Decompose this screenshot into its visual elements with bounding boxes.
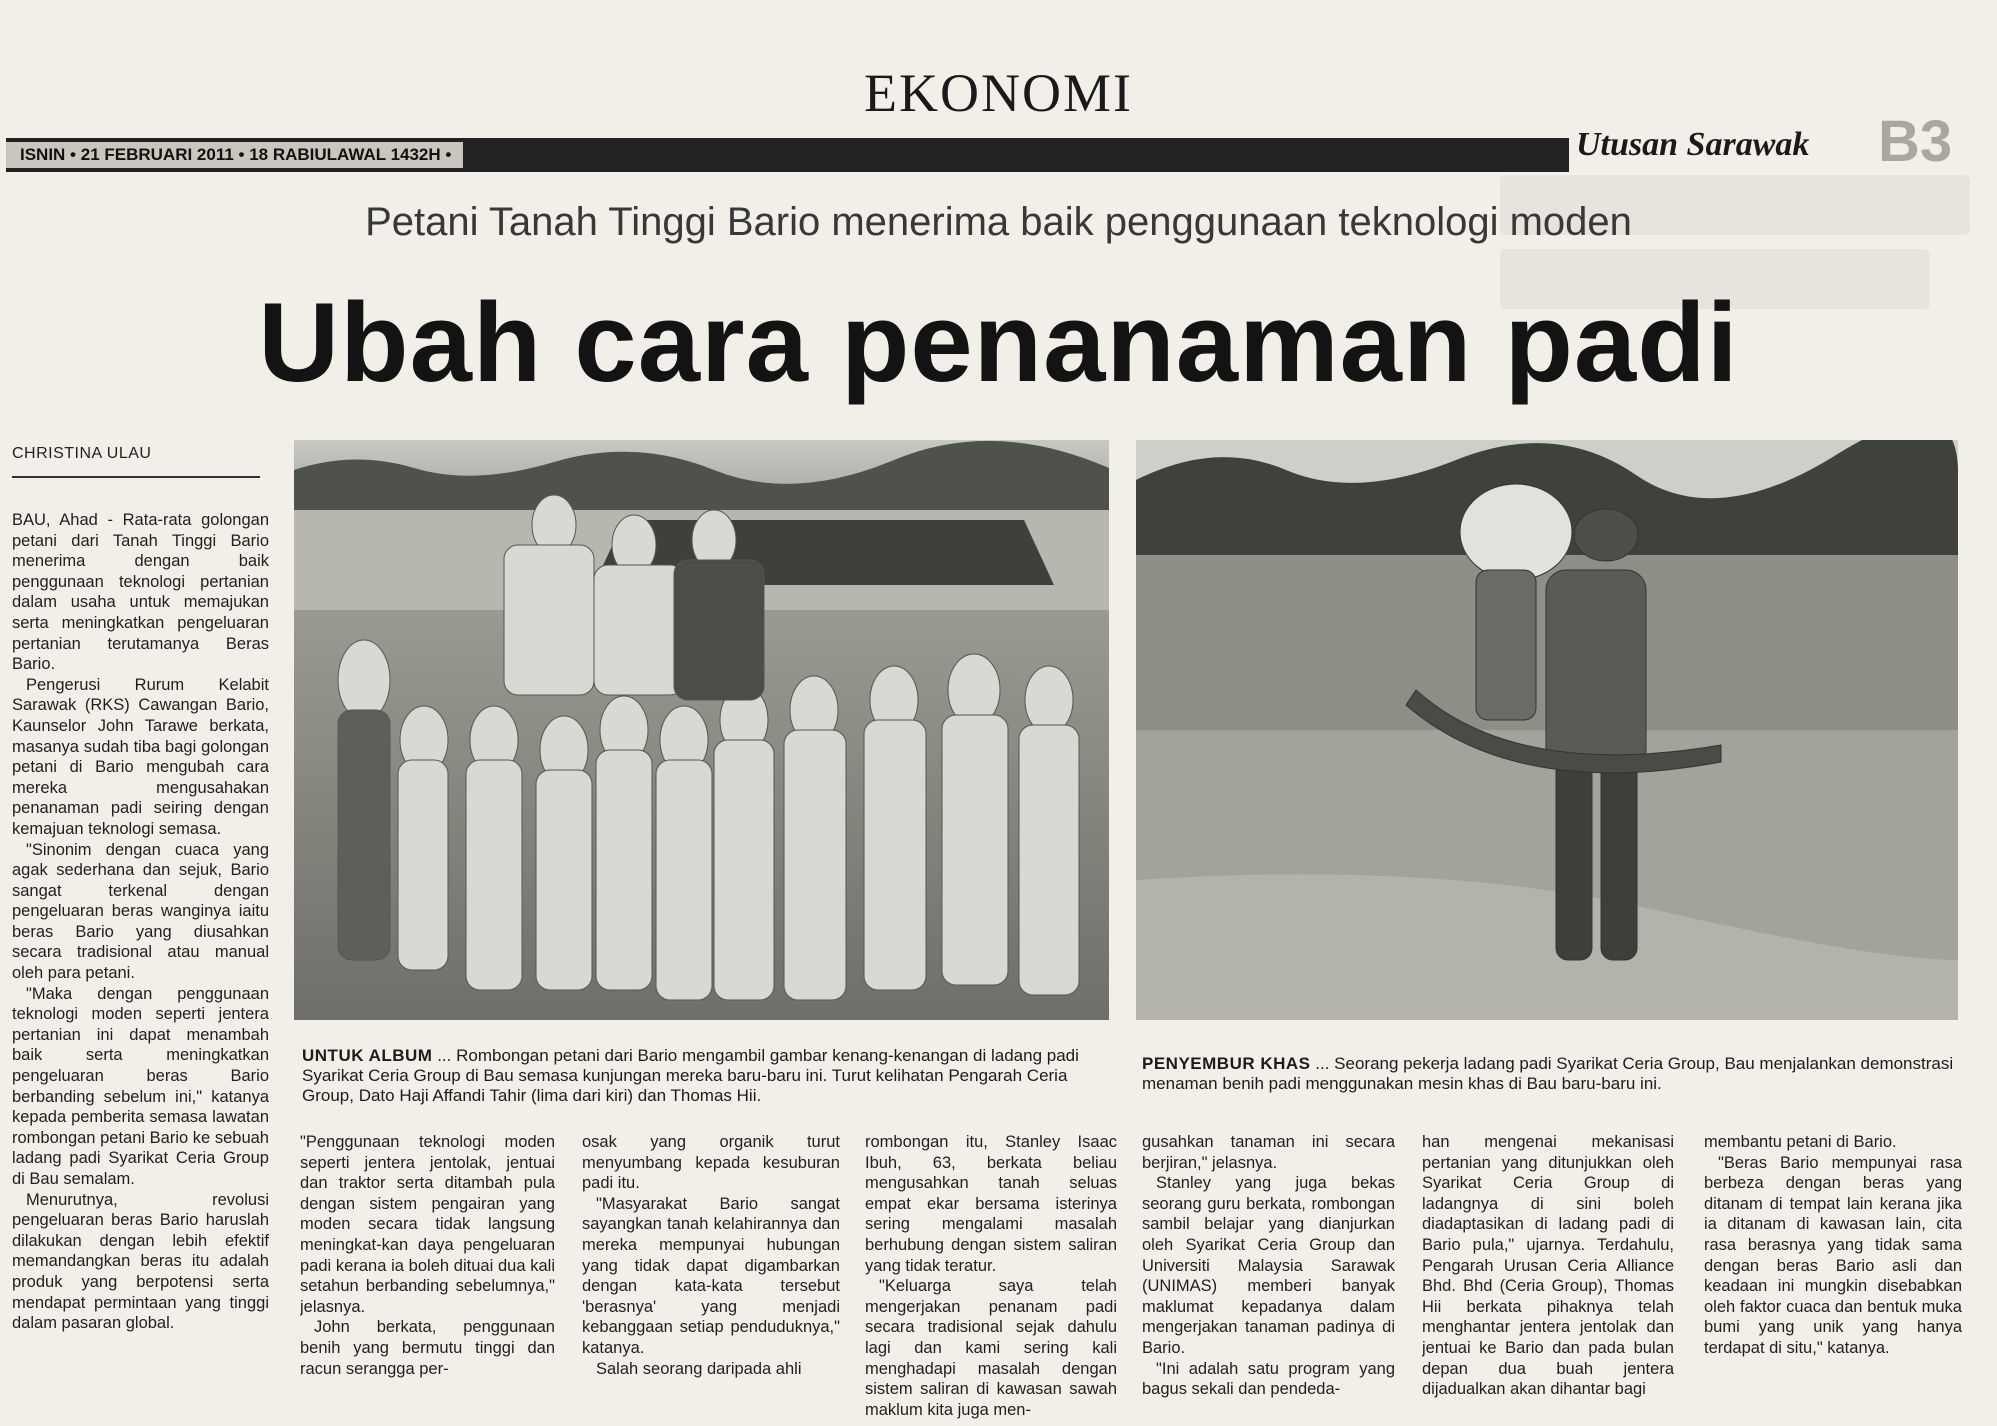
byline-rule bbox=[12, 476, 260, 478]
caption-text: ... Seorang pekerja ladang padi Syarikat Ceria Group, Bau menjalankan demonstrasi menaman benih padi menggunakan mesin khas di Bau baru-baru ini. bbox=[1142, 1054, 1954, 1093]
photo-caption-left bbox=[302, 1046, 1122, 1106]
paragraph: membantu petani di Bario. bbox=[1704, 1133, 1897, 1151]
paragraph: han mengenai mekanisasi pertanian yang ditunjukkan oleh Syarikat Ceria Group di ladangnya di sini boleh diadaptasikan di ladang padi di Bario pula," ujarnya. Terdahulu, Pengarah Urusan Ceria Alliance Bhd. Bhd (Ceria Group), Thomas Hii berkata pihaknya telah menghantar jentera jentolak dan jentuai ke Bario dan pada bulan depan dua buah jentera dijadualkan akan dihantar bagi bbox=[1422, 1133, 1674, 1399]
paragraph: "Sinonim dengan cuaca yang agak sederhana dan sejuk, Bario sangat terkenal dengan pengeluaran beras wanginya iaitu beras Bario yang diusahkan secara tradisional atau manual oleh para petani. bbox=[12, 840, 269, 983]
paragraph: "Ini adalah satu program yang bagus sekali dan pendeda- bbox=[1142, 1359, 1395, 1399]
paragraph: Menurutnya, revolusi pengeluaran beras Bario haruslah dilakukan dengan lebih efektif memandangkan beras itu adalah produk yang berpotensi serta mendapat permintaan yang tinggi dalam pasaran global. bbox=[12, 1190, 269, 1333]
paragraph: "Masyarakat Bario sangat sayangkan tanah kelahirannya dan mereka mempunyai hubungan yang tidak dapat digambarkan dengan kata-kata tersebut 'berasnya' yang menjadi kebanggaan setiap penduduknya," katanya. bbox=[582, 1194, 840, 1357]
article-headline: Ubah cara penanaman padi bbox=[258, 280, 1739, 405]
paragraph: Stanley yang juga bekas seorang guru berkata, rombongan sambil belajar yang dianjurkan oleh Syarikat Ceria Group dan Universiti Malaysia Sarawak (UNIMAS) memberi banyak maklumat kepadanya dalam mengerjakan tanaman padinya di Bario. bbox=[1142, 1174, 1395, 1357]
paragraph: rombongan itu, Stanley Isaac Ibuh, 63, berkata beliau mengusahkan tanah seluas empat ekar bersama isterinya sering mengalami masalah berhubung dengan sistem saliran yang tidak teratur. bbox=[865, 1133, 1117, 1275]
sprayer-photo-illustration bbox=[1136, 440, 1958, 1020]
article-column-7 bbox=[1704, 1132, 1962, 1420]
paragraph: Salah seorang daripada ahli bbox=[596, 1359, 802, 1378]
article-column-6 bbox=[1422, 1132, 1674, 1420]
paragraph: "Penggunaan teknologi moden seperti jentera jentolak, jentuai dan traktor serta ditambah pula dengan sistem pengairan yang moden secara tidak langsung meningkat-kan daya pengeluaran padi kerana ia boleh dituai dua kali setahun berbanding sebelumnya," jelasnya. bbox=[300, 1133, 555, 1316]
paragraph: BAU, Ahad - Rata-rata golongan petani dari Tanah Tinggi Bario menerima dengan baik penggunaan teknologi pertanian dalam usaha untuk memajukan serta meningkatkan pengeluaran pertanian terutamanya Beras Bario. bbox=[12, 511, 269, 674]
article-column-2 bbox=[300, 1132, 555, 1420]
article-column-5 bbox=[1142, 1132, 1395, 1420]
article-column-3 bbox=[582, 1132, 840, 1420]
paragraph: "Maka dengan penggunaan teknologi moden seperti jentera pertanian ini dapat menambah baik serta meningkatkan pengeluaran beras Bario berbanding sebelum ini," katanya kepada pemberita semasa lawatan rombongan petani Bario ke sebuah ladang padi Syarikat Ceria Group di Bau semalam. bbox=[12, 984, 269, 1188]
sprayer-photo bbox=[1136, 440, 1958, 1020]
photo-caption-right bbox=[1142, 1054, 1962, 1094]
caption-text: ... Rombongan petani dari Bario mengambil gambar kenang-kenangan di ladang padi Syarikat Ceria Group di Bau semasa kunjungan mereka baru-baru ini. Turut kelihatan Pengarah Ceria Group, Dato Haji Affandi Tahir (lima dari kiri) dan Thomas Hii. bbox=[302, 1046, 1079, 1105]
paragraph: gusahkan tanaman ini secara berjiran," jelasnya. bbox=[1142, 1133, 1395, 1172]
caption-label: UNTUK ALBUM bbox=[302, 1046, 433, 1065]
group-photo-illustration bbox=[294, 440, 1109, 1020]
paragraph: Pengerusi Rurum Kelabit Sarawak (RKS) Cawangan Bario, Kaunselor John Tarawe berkata, masanya sudah tiba bagi golongan petani di Bario mengubah cara mereka mengusahakan penanaman padi seiring dengan kemajuan teknologi semasa. bbox=[12, 675, 269, 838]
newspaper-logo: Utusan Sarawak bbox=[1576, 126, 1810, 163]
section-title: EKONOMI bbox=[864, 63, 1133, 123]
paragraph: "Keluarga saya telah mengerjakan penanam padi secara tradisional sejak dahulu lagi dan kami sering kali menghadapi masalah dengan sistem saliran di kawasan sawah maklum kita juga men- bbox=[865, 1277, 1117, 1419]
page-number: B3 bbox=[1878, 109, 1953, 174]
article-column-1 bbox=[12, 510, 269, 1410]
dateline: ISNIN • 21 FEBRUARI 2011 • 18 RABIULAWAL 1432H • bbox=[6, 142, 463, 168]
paragraph: John berkata, penggunaan benih yang bermutu tinggi dan racun serangga per- bbox=[300, 1318, 555, 1378]
article-kicker: Petani Tanah Tinggi Bario menerima baik penggunaan teknologi moden bbox=[365, 200, 1632, 244]
article-column-4 bbox=[865, 1132, 1117, 1420]
byline: CHRISTINA ULAU bbox=[12, 445, 152, 462]
group-photo bbox=[294, 440, 1109, 1020]
paragraph: "Beras Bario mempunyai rasa berbeza dengan beras yang ditanam di tempat lain kerana jika ia ditanam di kawasan lain, cita rasa berasnya yang tidak sama dengan beras Bario asli dan keadaan ini mungkin disebabkan oleh faktor cuaca dan bentuk muka bumi yang unik yang hanya terdapat di situ," katanya. bbox=[1704, 1153, 1962, 1357]
caption-label: PENYEMBUR KHAS bbox=[1142, 1054, 1311, 1073]
paragraph: osak yang organik turut menyumbang kepada kesuburan padi itu. bbox=[582, 1133, 840, 1193]
